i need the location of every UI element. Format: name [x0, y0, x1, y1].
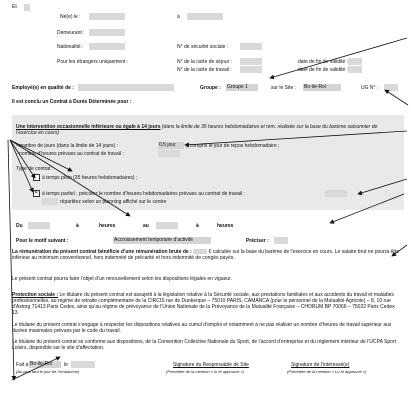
- manager-signature-note: (Précédée de la mention « lu et approuvé »): [166, 369, 245, 374]
- ug-label: UG N° :: [361, 85, 379, 91]
- panel-heading-italic: (dans la limite de 35 heures hebdomadaires et rém. réalisée sur la base du barème saisonnier de l’exercice en cours): [16, 124, 378, 136]
- birthplace-label: à: [177, 14, 180, 20]
- days-field[interactable]: 0.5 jour: [158, 142, 184, 149]
- commitment-paragraph: Le titulaire du présent contrat s’engage à respecter les dispositions relatives au cumul d’emploi et notamment à ne pas réaliser un nombre d’heures de travail supérieur aux durées maximales prévues par le code du travail.: [12, 322, 392, 334]
- arrow-left-1: [10, 140, 130, 216]
- arrow-to-period: [330, 194, 404, 223]
- renewal-paragraph: Le présent contrat pourra faire l’objet d’un renouvellement selon les dispositions légales en vigueur.: [12, 276, 232, 282]
- part-time-label: à temps partiel ; précisez le nombre d’heures hebdomadaires prévues au contrat de travail :: [42, 191, 245, 197]
- to-label: au: [143, 223, 149, 229]
- social-security-label: N° de sécurité sociale :: [177, 44, 229, 50]
- to-at-label: à: [196, 223, 199, 229]
- residence-card-label: N° de la carte de séjour :: [177, 59, 233, 65]
- arrow-left-3: [10, 140, 33, 192]
- group-field[interactable]: Groupe 1: [226, 84, 258, 91]
- specify-label: Préciser :: [246, 238, 269, 244]
- distribution-label: répartitez selon un planning affiché sur le centre: [60, 199, 167, 205]
- full-time-label: à temps plein (35 heures hebdomadaires) ;: [42, 175, 138, 181]
- site-field[interactable]: Bo-ile-Roi: [303, 84, 341, 91]
- date-note: (Au plus tard le jour de l’embauche): [16, 369, 80, 374]
- arrow-to-employee-name: [270, 38, 407, 78]
- social-protection-rest: Le titulaire du présent contrat est assujetti à la législation relative à la Sécurité sociale, aux prestations familiales et aux accidents du travail et maladies professionnelles, au régime de retraite complémentaire de la CIRCIS rue de Dunkerque – 75010 PARIS, CAMARCA (pour le personnel de la Mutualité Agricole) – 8, 10 rue d’Astorg 71413 Paris Cedex, ainsi qu’au régime de prévoyance de l’Union Nationale de la Prévoyance de la Mutualité Française – CHORUM BP 70066 – 75022 Paris Cedex 13.: [12, 292, 395, 316]
- nationality-label: Nationalité :: [57, 44, 84, 50]
- social-protection-bold: Protection sociale :: [12, 292, 59, 298]
- birthdate-label: Né(e) le :: [60, 14, 81, 20]
- reason-label: Pour le motif suivant :: [16, 238, 69, 244]
- reason-field[interactable]: Accroissement temporaire d’activité: [113, 237, 211, 244]
- from-hours-label: heures: [99, 223, 116, 229]
- residence-card-expiry-label: date de fin de validité :: [298, 59, 349, 65]
- arrow-to-salary: [392, 245, 407, 256]
- arrow-to-part-time-hours: [358, 179, 407, 194]
- arrow-left-2: [10, 140, 35, 178]
- group-label: Groupe :: [200, 85, 221, 91]
- panel-heading-bold: Une intervention occasionnelle inférieure ou égale à 14 jours: [16, 124, 161, 130]
- work-card-expiry-label: date de fin de validité :: [298, 67, 349, 73]
- hours-label: - nombre d’heures prévues au contrat de travail :: [16, 151, 124, 157]
- from-label: Du: [16, 223, 23, 229]
- made-at-field[interactable]: Bo-ile-Roi: [29, 361, 61, 368]
- arrow-to-ug: [385, 90, 408, 105]
- remuneration-bold: La rémunération du présent contrat bénéficie d’une rémunération brute de :: [12, 249, 192, 255]
- contract-title: Il est conclu un Contrat à Durée Déterminée pour :: [12, 99, 132, 105]
- site-label: sur le Site :: [271, 85, 297, 91]
- arrow-to-made-at: [12, 357, 60, 380]
- job-title-label: Employé(e) en qualité de :: [12, 85, 74, 91]
- et-label: Et: [12, 4, 17, 10]
- foreigners-label: Pour les étrangers uniquement :: [57, 59, 129, 65]
- date-label: le: [64, 362, 68, 368]
- manager-signature-title: Signature du Responsable de Site: [173, 362, 249, 368]
- to-hours-label: heures: [217, 223, 234, 229]
- days-label: - nombre de jours (dans la limite de 14 jours) :: [16, 143, 118, 149]
- remuneration-rest: € calculée sur la base du barème de l’exercice en cours. Le salaire brut ne pourra être inférieur au minimum conventionnel, hors indemnité de précarité et hors indemnité de congés payés.: [12, 249, 400, 261]
- employee-signature-note: (Précédée de la mention « Lu et approuvé »): [287, 369, 367, 374]
- convention-paragraph: Le titulaire du présent contrat se conforme aux dispositions, de la Convention Collective Nationale du Sport, de l’accord d’entreprise et du règlement intérieur de l’UCPA Sport Loisirs, disponible sur le site d’affectation.: [12, 339, 397, 351]
- contract-type-label: Type de contrat :: [16, 166, 54, 172]
- made-at-label: Fait à: [16, 362, 29, 368]
- days-note: y compris le jour de repos hebdomadaire ;: [186, 143, 280, 149]
- arrow-left-4: [8, 140, 14, 380]
- work-card-label: N° de la carte de travail :: [177, 67, 232, 73]
- arrow-left-5: [10, 140, 72, 171]
- arrow-to-days: [185, 131, 407, 145]
- address-label: Demeurant :: [57, 30, 85, 36]
- from-at-label: à: [76, 223, 79, 229]
- employee-signature-title: Signature de l’intéressé(e): [291, 362, 350, 368]
